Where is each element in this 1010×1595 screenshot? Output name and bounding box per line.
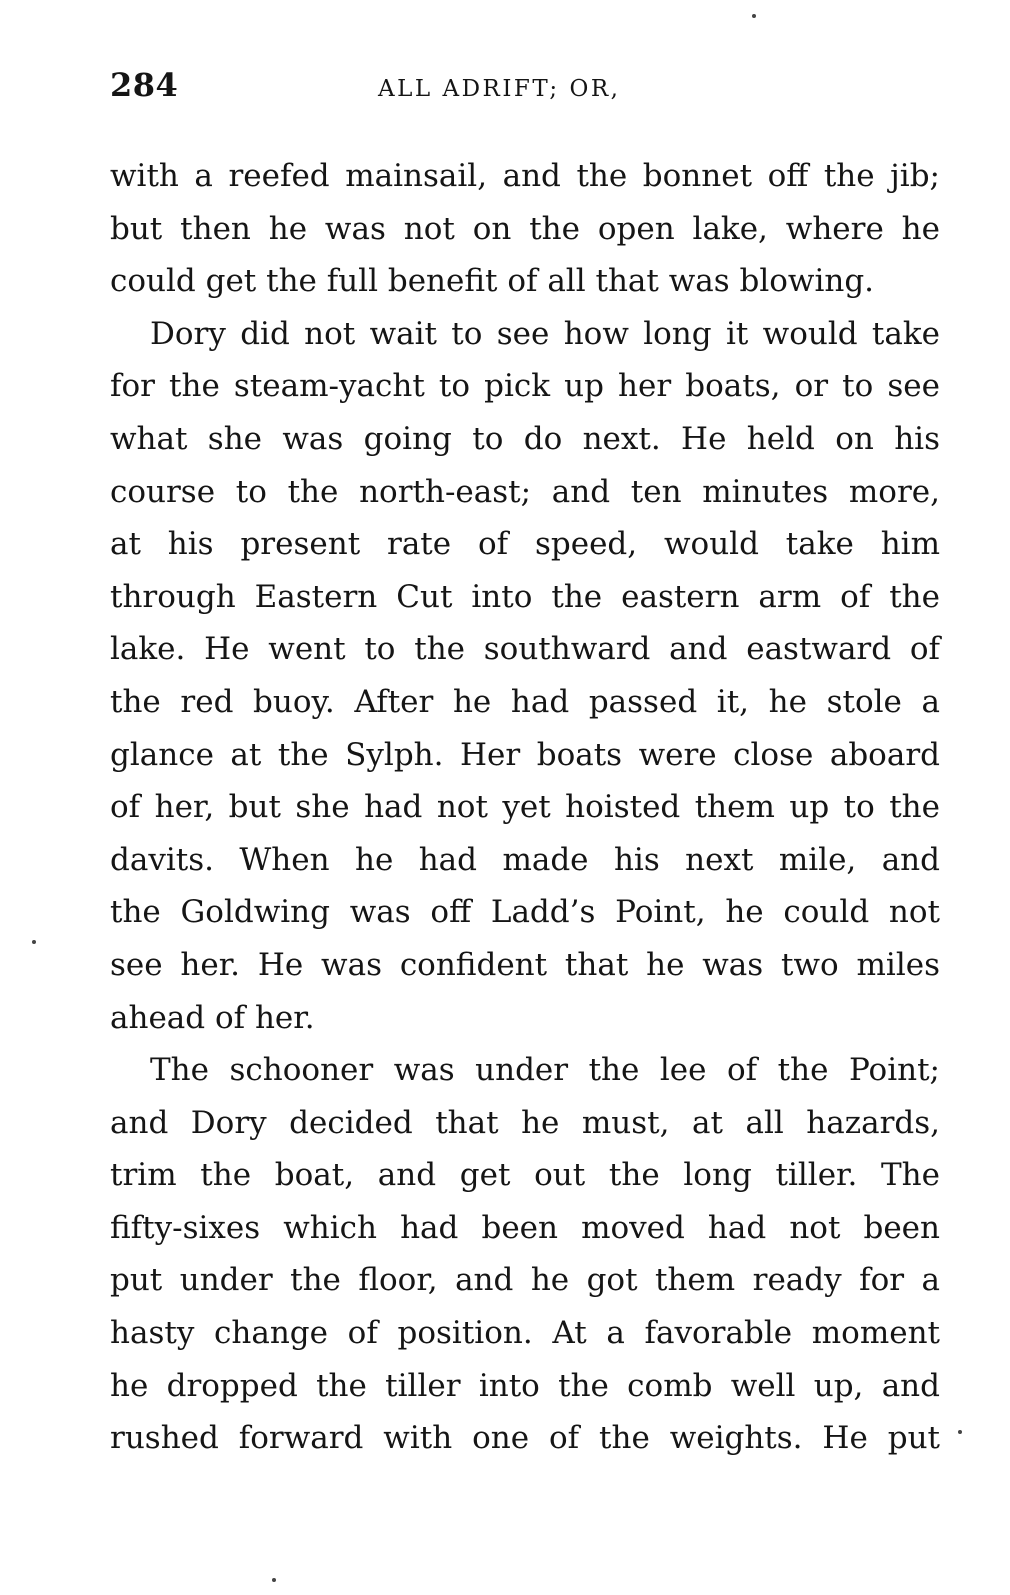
text-line: fifty-sixes which had been moved had not been xyxy=(110,1209,940,1246)
text-line: for the steam-yacht to pick up her boats, or to see xyxy=(110,368,940,405)
running-head: ALL ADRIFT; OR, xyxy=(378,76,621,102)
text-line: put under the floor, and he got them ready for a xyxy=(110,1262,940,1299)
text-line: what she was going to do next. He held on his xyxy=(110,420,940,457)
text-line: davits. When he had made his next mile, and xyxy=(110,841,940,878)
text-line: and Dory decided that he must, at all hazards, xyxy=(110,1104,940,1141)
text-line: the red buoy. After he had passed it, he stole a xyxy=(110,683,940,720)
text-line: at his present rate of speed, would take him xyxy=(110,526,940,563)
text-line: trim the boat, and get out the long tiller. The xyxy=(110,1157,940,1194)
text-line: Dory did not wait to see how long it would take xyxy=(150,315,940,352)
scan-speck xyxy=(272,1578,276,1582)
page-number: 284 xyxy=(110,66,179,104)
text-line: rushed forward with one of the weights. He put xyxy=(110,1420,940,1457)
page-header xyxy=(110,66,940,116)
text-line: course to the north-east; and ten minutes more, xyxy=(110,473,940,510)
scan-speck xyxy=(752,14,756,18)
text-line: lake. He went to the southward and eastward of xyxy=(110,631,940,668)
text-line: hasty change of position. At a favorable moment xyxy=(110,1315,940,1352)
text-line: the Goldwing was off Ladd’s Point, he could not xyxy=(110,894,940,931)
text-line: ahead of her. xyxy=(110,999,315,1036)
text-line: see her. He was confident that he was two miles xyxy=(110,946,940,983)
text-line: glance at the Sylph. Her boats were close aboard xyxy=(110,736,940,773)
scan-speck xyxy=(32,940,36,944)
text-line: could get the full benefit of all that was blowing. xyxy=(110,263,875,300)
text-line: The schooner was under the lee of the Point; xyxy=(150,1052,940,1089)
text-line: but then he was not on the open lake, where he xyxy=(110,210,940,247)
text-line: through Eastern Cut into the eastern arm of the xyxy=(110,578,940,615)
scan-speck xyxy=(958,1430,962,1434)
text-line: of her, but she had not yet hoisted them up to the xyxy=(110,789,940,826)
body-text xyxy=(110,150,940,1465)
text-line: he dropped the tiller into the comb well up, and xyxy=(110,1367,940,1404)
text-line: with a reefed mainsail, and the bonnet off the jib; xyxy=(110,158,940,194)
